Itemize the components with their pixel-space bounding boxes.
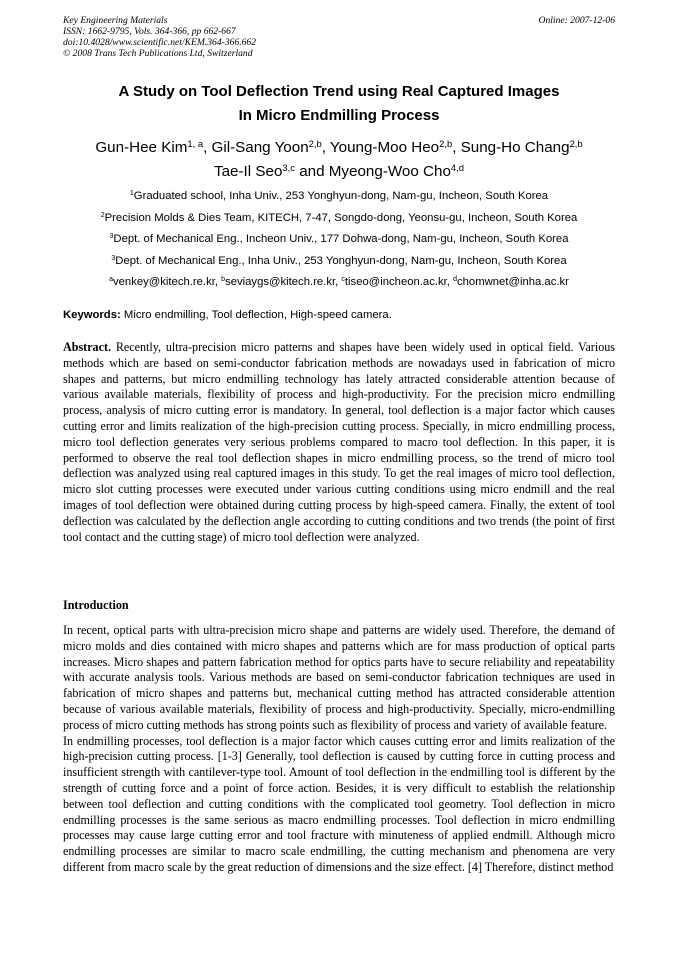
abstract-text: Recently, ultra-precision micro patterns and shapes have been widely used in optical field. Various methods which are based on semi-conductor fabrication methods are nowadays used in fabrication of micro shapes and patterns, but micro endmilling technology has lately attracted considerable attention because of various available materials, flexibility of process and high-productivity. For the precision micro endmilling process, analysis of micro cutting error is mandatory. In general, tool deflection is a major factor which causes cutting error and limits realization of the high-precision cutting process. Specially, in micro endmilling process, micro tool deflection generates very serious problems compared to macro tool deflection. In this paper, it is performed to observe the real tool deflection shapes in micro endmilling process, so the trend of micro tool deflection was analyzed using real captured images in this study. To get the real images of micro tool deflection, micro slot cutting processes were executed under various cutting conditions using micro endmill and the real images of tool deflection were obtained during cutting process by high-speed camera. Finally, the extent of tool deflection was calculated by the deflection angle according to cutting conditions and two trends (the point of first tool contact and the cutting stage) of micro tool deflection were analyzed.	[63, 340, 615, 544]
keywords-text: Micro endmilling, Tool deflection, High-speed camera.	[123, 309, 392, 321]
author-affil-sup: 1, a	[187, 137, 204, 149]
author-name: Gil-Sang Yoon	[211, 139, 309, 156]
affiliation-number: 3	[109, 233, 114, 241]
paragraph: In recent, optical parts with ultra-precision micro shape and patterns are widely used. Therefore, the demand of micro molds and dies contained with micro shapes and patterns which are for mass production of optical parts increases. Micro shapes and pattern fabrication method for optics parts have to secure reliability and repeatability with accurate analysis tools. Various methods are based on semi-conductor fabrication techniques are used in fabrication of micro shapes and patterns but, mechanical cutting method has attracted considerable attention because of various available materials, flexibility of process and high-productivity. Specially, micro-endmilling process of micro cutting methods has strong points such as flexibility of process and variety of available feature.	[63, 623, 615, 732]
email-sup: d	[453, 276, 457, 284]
email-address[interactable]: chomwnet@inha.ac.kr	[456, 276, 569, 289]
introduction-body	[63, 623, 615, 876]
author-affil-sup: 2,b	[439, 137, 453, 149]
author-affil-sup: 4,d	[450, 161, 464, 173]
author-line-2	[63, 160, 615, 184]
affiliation-number: 3	[111, 254, 116, 262]
email-address[interactable]: tiseo@incheon.ac.kr	[344, 276, 447, 289]
paragraph: In endmilling processes, tool deflection is a major factor which causes cutting error and limits realization of the high-precision cutting process. [1-3] Generally, tool deflection is caused by cutting force in cutting process and insufficient strength with cantilever-type tool. Amount of tool deflection in the endmilling tool is different by the strength of cutting force and a point of force action. Besides, it is very difficult to establish the relationship between tool deflection and cutting conditions with the complicated tool geometry. Tool deflection in micro endmilling processes is the same serious as macro endmilling processes. Tool deflection in micro endmilling processes may cause large cutting error and tool fracture with minuteness of applied endmill. Although micro endmilling processes are similar to macro scale endmilling, the cutting mechanism and phenomena are very different from macro scale by the great reduction of dimensions and the size effect. [4] Therefore, distinct method	[63, 733, 615, 874]
title-line-2: In Micro Endmilling Process	[238, 107, 440, 124]
email-sup: c	[341, 276, 345, 284]
author-affil-sup: 2,b	[569, 137, 583, 149]
affiliation-text: Graduated school, Inha Univ., 253 Yonghyun-dong, Nam-gu, Incheon, South Korea	[133, 190, 549, 202]
email-sup: b	[221, 276, 226, 284]
issn-line: ISSN: 1662-9795, Vols. 364-366, pp 662-667	[63, 26, 236, 37]
title-line-1: A Study on Tool Deflection Trend using Real Captured Images	[118, 83, 560, 100]
affiliation-line	[63, 208, 615, 230]
author-name: Myeong-Woo Cho	[328, 163, 451, 180]
affiliation-line	[63, 229, 615, 251]
paper-title	[63, 80, 615, 128]
author-name: Tae-Il Seo	[214, 163, 283, 180]
author-line-1: Gun-Hee Kim$^{1, a}$, Gil-Sang Yoon$^{2,b}$, Young-Moo Heo$^{2,b}$, Sung-Ho Chang$^{2,b}$	[95, 137, 583, 156]
abstract-label: Abstract.	[63, 340, 112, 354]
author-name: Gun-Hee Kim	[95, 139, 188, 156]
author-list	[63, 136, 615, 184]
affiliation-text: Dept. of Mechanical Eng., Incheon Univ., 177 Dohwa-dong, Nam-gu, Incheon, South Korea	[113, 233, 569, 246]
author-conjunction: and	[299, 163, 325, 180]
email-address[interactable]: venkey@kitech.re.kr	[112, 276, 215, 289]
online-date: Online: 2007-12-06	[538, 15, 615, 26]
affiliation-line	[63, 186, 615, 208]
journal-metadata	[63, 15, 256, 59]
journal-name: Key Engineering Materials	[63, 15, 168, 26]
author-affil-sup: 3,c	[282, 161, 295, 173]
affiliation-number: 2	[100, 211, 105, 219]
section-heading-introduction: Introduction	[63, 598, 129, 612]
abstract	[63, 340, 615, 545]
keywords-label: Keywords:	[63, 309, 121, 321]
email-sup: a	[109, 276, 113, 284]
affiliation-line	[63, 251, 615, 273]
keywords	[63, 309, 615, 321]
affiliations	[63, 186, 615, 294]
author-name: Young-Moo Heo	[329, 139, 440, 156]
doi-line: doi:10.4028/www.scientific.net/KEM.364-366.662	[63, 37, 257, 48]
author-affil-sup: 2,b	[308, 137, 322, 149]
email-address[interactable]: seviaygs@kitech.re.kr	[225, 276, 336, 289]
author-name: Sung-Ho Chang	[460, 139, 570, 156]
affiliation-number: 1	[129, 190, 134, 198]
affiliation-text: Precision Molds & Dies Team, KITECH, 7-47, Songdo-dong, Yeonsu-gu, Incheon, South Korea	[104, 211, 578, 224]
copyright-line: © 2008 Trans Tech Publications Ltd, Switzerland	[63, 48, 253, 59]
affiliation-text: Dept. of Mechanical Eng., Inha Univ., 253 Yonghyun-dong, Nam-gu, Incheon, South Korea	[115, 254, 567, 267]
email-line: $^a$venkey@kitech.re.kr, $^b$seviaygs@kitech.re.kr, $^c$tiseo@incheon.ac.kr, $^d$chomwnet@inha.ac.kr	[109, 276, 569, 289]
